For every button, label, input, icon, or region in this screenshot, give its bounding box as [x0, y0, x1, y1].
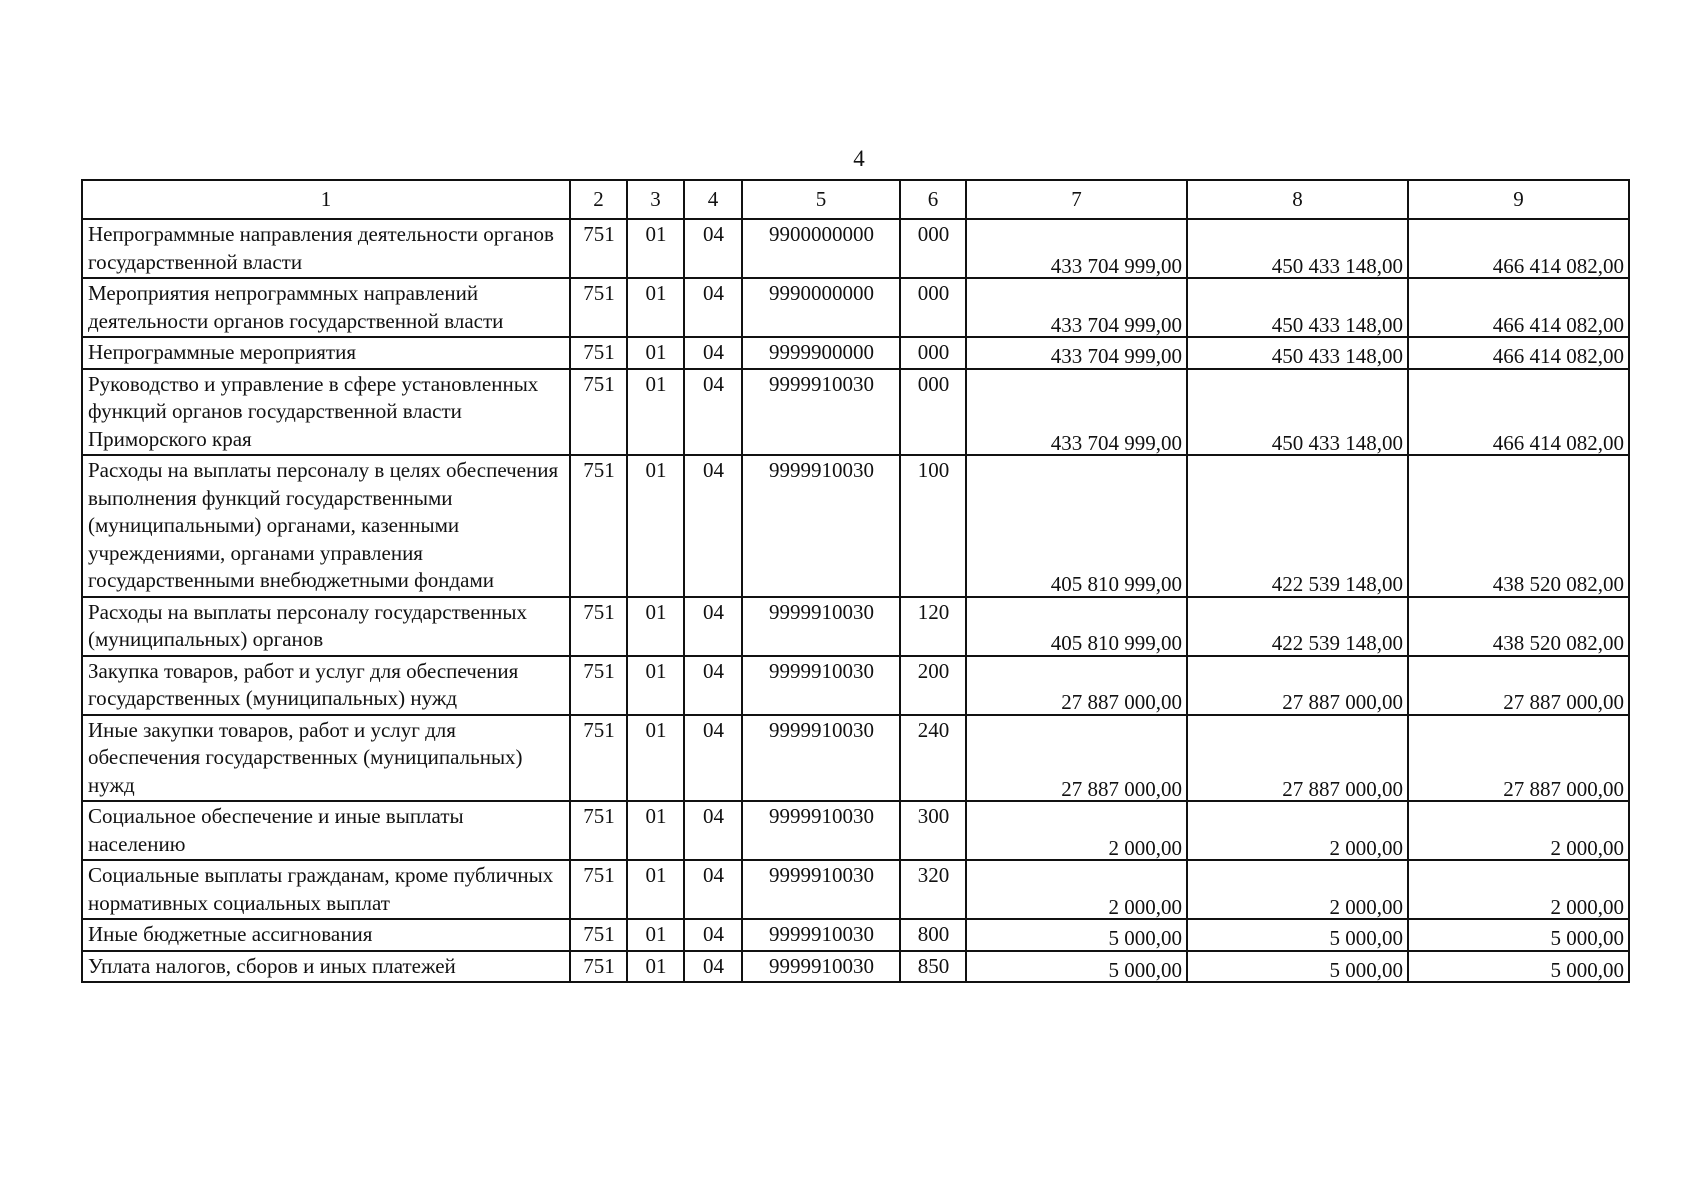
amount-year3-cell	[1408, 715, 1629, 802]
section-code-cell: 01	[627, 369, 684, 456]
amount-year3-cell	[1408, 801, 1629, 860]
amount-value: 450 433 148,00	[1271, 253, 1403, 278]
target-article-cell: 9999910030	[742, 656, 900, 715]
subsection-code-cell: 04	[684, 278, 742, 337]
amount-year1-cell	[966, 278, 1187, 337]
amount-value: 405 810 999,00	[1050, 631, 1182, 655]
amount-year2-cell	[1187, 656, 1408, 715]
section-code-cell: 01	[627, 860, 684, 919]
amount-year3-cell	[1408, 369, 1629, 456]
section-code-cell: 01	[627, 219, 684, 278]
column-header-9: 9	[1408, 180, 1629, 219]
column-header-6: 6	[900, 180, 966, 219]
target-article-cell: 9990000000	[742, 278, 900, 337]
section-code-cell: 01	[627, 656, 684, 715]
amount-value: 5 000,00	[1329, 957, 1403, 982]
expense-type-cell: 200	[900, 656, 966, 715]
amount-value: 2 000,00	[1108, 894, 1182, 919]
ministry-code-cell: 751	[570, 715, 627, 802]
expense-name-cell: Расходы на выплаты персоналу в целях обеспечения выполнения функций государственными (муниципальными) органами, казенными учреждениями, органами управления государственными внебюджетными фондами	[82, 455, 570, 597]
ministry-code-cell: 751	[570, 455, 627, 597]
amount-year3-cell	[1408, 337, 1629, 369]
ministry-code-cell: 751	[570, 369, 627, 456]
section-code-cell: 01	[627, 801, 684, 860]
amount-year1-cell	[966, 919, 1187, 951]
section-code-cell: 01	[627, 715, 684, 802]
amount-value: 438 520 082,00	[1492, 572, 1624, 596]
expense-type-cell: 120	[900, 597, 966, 656]
amount-year1-cell	[966, 597, 1187, 656]
expense-name-cell: Закупка товаров, работ и услуг для обеспечения государственных (муниципальных) нужд	[82, 656, 570, 715]
amount-year1-cell	[966, 455, 1187, 597]
amount-year2-cell	[1187, 801, 1408, 860]
amount-year1-cell	[966, 801, 1187, 860]
amount-value: 2 000,00	[1329, 894, 1403, 919]
amount-year3-cell	[1408, 278, 1629, 337]
amount-year1-cell	[966, 337, 1187, 369]
amount-value: 466 414 082,00	[1492, 430, 1624, 455]
amount-year1-cell	[966, 219, 1187, 278]
subsection-code-cell: 04	[684, 337, 742, 369]
target-article-cell: 9999910030	[742, 715, 900, 802]
target-article-cell: 9999910030	[742, 951, 900, 983]
section-code-cell: 01	[627, 278, 684, 337]
section-code-cell: 01	[627, 919, 684, 951]
expense-name-cell: Социальные выплаты гражданам, кроме публичных нормативных социальных выплат	[82, 860, 570, 919]
target-article-cell: 9999910030	[742, 597, 900, 656]
ministry-code-cell: 751	[570, 597, 627, 656]
column-header-5: 5	[742, 180, 900, 219]
amount-value: 2 000,00	[1550, 835, 1624, 860]
amount-year2-cell	[1187, 278, 1408, 337]
expense-name-cell: Мероприятия непрограммных направлений деятельности органов государственной власти	[82, 278, 570, 337]
section-code-cell: 01	[627, 597, 684, 656]
ministry-code-cell: 751	[570, 278, 627, 337]
table-row	[82, 278, 1629, 337]
column-header-8: 8	[1187, 180, 1408, 219]
ministry-code-cell: 751	[570, 860, 627, 919]
subsection-code-cell: 04	[684, 455, 742, 597]
amount-year2-cell	[1187, 951, 1408, 983]
subsection-code-cell: 04	[684, 219, 742, 278]
table-row	[82, 219, 1629, 278]
expense-type-cell: 320	[900, 860, 966, 919]
target-article-cell: 9999910030	[742, 860, 900, 919]
amount-value: 27 887 000,00	[1282, 690, 1403, 714]
amount-value: 433 704 999,00	[1050, 312, 1182, 337]
amount-value: 5 000,00	[1108, 957, 1182, 982]
amount-year2-cell	[1187, 337, 1408, 369]
amount-year2-cell	[1187, 860, 1408, 919]
expense-name-cell: Уплата налогов, сборов и иных платежей	[82, 951, 570, 983]
amount-year1-cell	[966, 656, 1187, 715]
amount-value: 422 539 148,00	[1271, 631, 1403, 655]
table-header-row	[82, 180, 1629, 219]
ministry-code-cell: 751	[570, 656, 627, 715]
expense-name-cell: Социальное обеспечение и иные выплаты населению	[82, 801, 570, 860]
target-article-cell: 9999910030	[742, 801, 900, 860]
amount-value: 433 704 999,00	[1050, 430, 1182, 455]
amount-year2-cell	[1187, 219, 1408, 278]
amount-value: 5 000,00	[1550, 926, 1624, 950]
amount-value: 466 414 082,00	[1492, 344, 1624, 368]
amount-value: 450 433 148,00	[1271, 344, 1403, 368]
amount-value: 5 000,00	[1550, 957, 1624, 982]
amount-year3-cell	[1408, 455, 1629, 597]
table-row	[82, 919, 1629, 951]
amount-value: 450 433 148,00	[1271, 312, 1403, 337]
section-code-cell: 01	[627, 455, 684, 597]
expense-type-cell: 100	[900, 455, 966, 597]
expense-name-cell: Иные бюджетные ассигнования	[82, 919, 570, 951]
target-article-cell: 9999910030	[742, 455, 900, 597]
amount-year1-cell	[966, 951, 1187, 983]
amount-year2-cell	[1187, 919, 1408, 951]
subsection-code-cell: 04	[684, 951, 742, 983]
amount-year1-cell	[966, 715, 1187, 802]
column-header-7: 7	[966, 180, 1187, 219]
subsection-code-cell: 04	[684, 919, 742, 951]
amount-value: 27 887 000,00	[1503, 776, 1624, 801]
amount-value: 450 433 148,00	[1271, 430, 1403, 455]
table-row	[82, 597, 1629, 656]
table-row	[82, 715, 1629, 802]
expense-name-cell: Иные закупки товаров, работ и услуг для обеспечения государственных (муниципальных) нужд	[82, 715, 570, 802]
amount-year3-cell	[1408, 597, 1629, 656]
amount-value: 433 704 999,00	[1050, 253, 1182, 278]
page-number: 4	[853, 146, 865, 171]
target-article-cell: 9900000000	[742, 219, 900, 278]
amount-value: 5 000,00	[1329, 926, 1403, 950]
amount-value: 27 887 000,00	[1503, 690, 1624, 714]
amount-year3-cell	[1408, 219, 1629, 278]
column-header-3: 3	[627, 180, 684, 219]
amount-value: 422 539 148,00	[1271, 572, 1403, 596]
expense-name-cell: Непрограммные мероприятия	[82, 337, 570, 369]
amount-value: 466 414 082,00	[1492, 253, 1624, 278]
expense-type-cell: 000	[900, 278, 966, 337]
section-code-cell: 01	[627, 951, 684, 983]
expense-type-cell: 000	[900, 219, 966, 278]
ministry-code-cell: 751	[570, 337, 627, 369]
table-row	[82, 801, 1629, 860]
amount-value: 2 000,00	[1329, 835, 1403, 860]
column-header-4: 4	[684, 180, 742, 219]
ministry-code-cell: 751	[570, 951, 627, 983]
amount-year1-cell	[966, 369, 1187, 456]
amount-year2-cell	[1187, 715, 1408, 802]
amount-value: 438 520 082,00	[1492, 631, 1624, 655]
amount-value: 433 704 999,00	[1050, 344, 1182, 368]
subsection-code-cell: 04	[684, 597, 742, 656]
expense-type-cell: 800	[900, 919, 966, 951]
subsection-code-cell: 04	[684, 860, 742, 919]
amount-value: 2 000,00	[1550, 894, 1624, 919]
expense-type-cell: 240	[900, 715, 966, 802]
table-row	[82, 656, 1629, 715]
amount-year3-cell	[1408, 656, 1629, 715]
expense-type-cell: 850	[900, 951, 966, 983]
amount-value: 2 000,00	[1108, 835, 1182, 860]
column-header-1: 1	[82, 180, 570, 219]
ministry-code-cell: 751	[570, 801, 627, 860]
expense-name-cell: Руководство и управление в сфере установленных функций органов государственной власти Приморского края	[82, 369, 570, 456]
amount-year2-cell	[1187, 597, 1408, 656]
amount-value: 5 000,00	[1108, 926, 1182, 950]
ministry-code-cell: 751	[570, 919, 627, 951]
expense-name-cell: Непрограммные направления деятельности органов государственной власти	[82, 219, 570, 278]
target-article-cell: 9999910030	[742, 369, 900, 456]
target-article-cell: 9999900000	[742, 337, 900, 369]
expense-type-cell: 000	[900, 369, 966, 456]
column-header-2: 2	[570, 180, 627, 219]
subsection-code-cell: 04	[684, 801, 742, 860]
subsection-code-cell: 04	[684, 656, 742, 715]
amount-value: 27 887 000,00	[1282, 776, 1403, 801]
table-row	[82, 455, 1629, 597]
table-row	[82, 951, 1629, 983]
expense-name-cell: Расходы на выплаты персоналу государственных (муниципальных) органов	[82, 597, 570, 656]
amount-year3-cell	[1408, 951, 1629, 983]
amount-value: 27 887 000,00	[1061, 690, 1182, 714]
table-row	[82, 860, 1629, 919]
amount-year3-cell	[1408, 919, 1629, 951]
amount-year1-cell	[966, 860, 1187, 919]
table-row	[82, 337, 1629, 369]
table-row	[82, 369, 1629, 456]
amount-year2-cell	[1187, 369, 1408, 456]
expense-type-cell: 300	[900, 801, 966, 860]
budget-table	[81, 179, 1630, 983]
amount-year3-cell	[1408, 860, 1629, 919]
section-code-cell: 01	[627, 337, 684, 369]
amount-year2-cell	[1187, 455, 1408, 597]
amount-value: 27 887 000,00	[1061, 776, 1182, 801]
ministry-code-cell: 751	[570, 219, 627, 278]
target-article-cell: 9999910030	[742, 919, 900, 951]
subsection-code-cell: 04	[684, 715, 742, 802]
amount-value: 405 810 999,00	[1050, 572, 1182, 596]
subsection-code-cell: 04	[684, 369, 742, 456]
expense-type-cell: 000	[900, 337, 966, 369]
amount-value: 466 414 082,00	[1492, 312, 1624, 337]
